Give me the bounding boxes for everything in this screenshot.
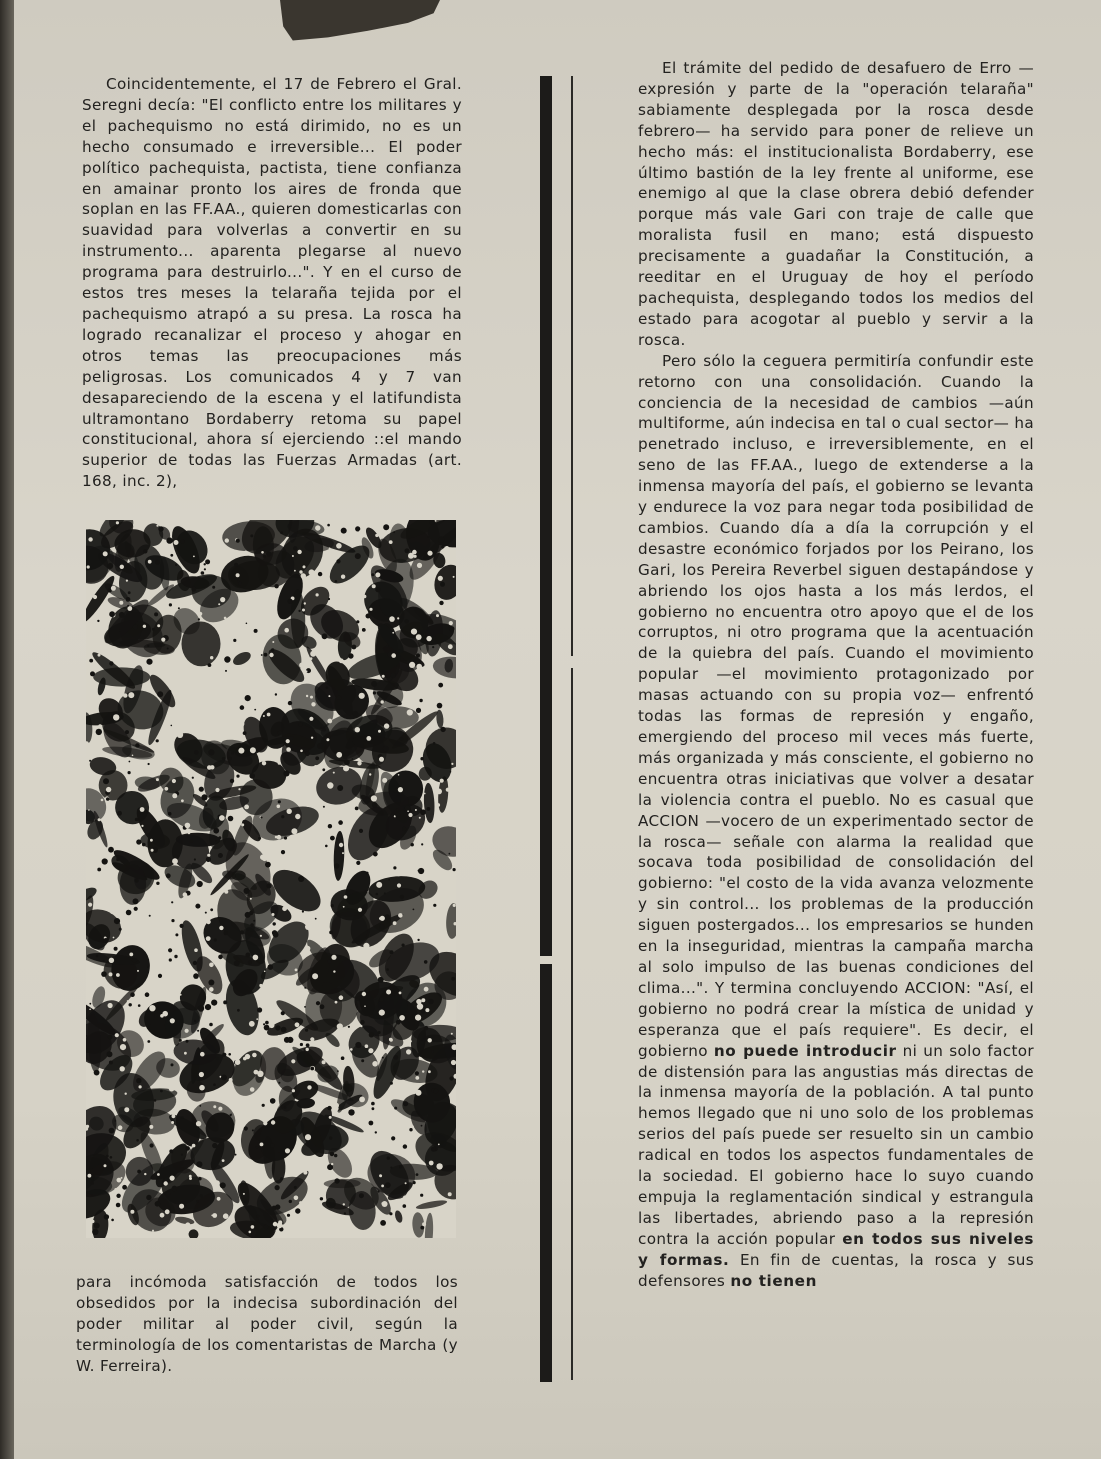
halftone-crowd-photo [86,520,456,1238]
page-edge-shadow [0,0,14,1459]
column-rule-thick [540,964,552,1382]
column-rule-thin [571,76,573,656]
bold-phrase-2: en todos sus niveles y formas. [638,1229,1034,1269]
column-rule-thick [540,76,552,956]
left-column-text [82,74,462,492]
bold-phrase-3: no tienen [730,1271,817,1290]
bold-phrase-1: no puede introducir [713,1041,897,1060]
right-paragraph-2-part-a: Pero sólo la ceguera permitiría confundir este retorno con una consolidación. Cuando la conciencia de la necesidad de cambios —aún multiforme, aún indecisa en tal o cual sector— ha penetrado incluso, e irreversiblemente, en el seno de las FF.AA., luego de extenderse a la inmensa mayoría del país, el gobierno se levanta y endurece la voz para negar toda posibilidad de cambios. Cuando día a día la corrupción y el desastre económico forjados por los Peirano, los Gari, los Pereira Reverbel siguen destapándose y abriendo los ojos hasta a los más lerdos, el gobierno no encuentra otro apoyo que el de los corruptos, ni otro programa que la acentuación de la quiebra del país. Cuando el movimiento popular —el movimiento protagonizado por masas actuando con su propia voz— enfrentó todas las formas de represión y engaño, emergiendo del proceso mil veces más fuerte, más organizada y más consciente, el gobierno no encuentra otras iniciativas que volver a desatar la violencia contra el pueblo. No es casual que ACCION —vocero de un experimentado sector de la rosca— señale con alarma la realidad que socava toda posibilidad de consolidación del gobierno: "el costo de la vida avanza velozmente y sin control... los problemas de la producción siguen postergados... los empresarios se hunden en la inseguridad, mientras la campaña marcha al solo impulso de las buenas condiciones del clima...". Y termina concluyendo ACCION: "Así, el gobierno no podrá crear la mística de unidad y esperanza que el país requiere". Es decir, el gobierno [638,351,1034,1060]
right-column-text [638,58,1034,1291]
right-paragraph-2 [638,351,1034,1292]
right-paragraph-2-part-b: ni un solo factor de distensión para las angustias más directas de la inmensa mayoría de la población. A tal punto hemos llegado que ni uno solo de los problemas serios del país puede ser resuelto sin un cambio radical en todos los aspectos fundamentales de la sociedad. El gobierno hace lo suyo cuando empuja la reglamentación sindical y estrangula las libertades, abriendo paso a la represión contra la acción popular [638,1041,1034,1248]
photo-image [86,520,456,1238]
left-top-paragraph: Coincidentemente, el 17 de Febrero el Gral. Seregni decía: "El conflicto entre los militares y el pachequismo no está dirimido, no es un hecho consumado e irreversible... El poder político pachequista, pactista, tiene confianza en amainar pronto los aires de fronda que soplan en las FF.AA., quieren domesticarlas con suavidad para volverlas a convertir en su instrumento... aparenta plegarse al nuevo programa para destruirlo...". Y en el curso de estos tres meses la telaraña tejida por el pachequismo atrapó a su presa. La rosca ha logrado recanalizar el proceso y ahogar en otros temas las preocupaciones más peligrosas. Los comunicados 4 y 7 van desapareciendo de la escena y el latifundista ultramontano Bordaberry retoma su papel constitucional, ahora sí ejerciendo ::el mando superior de todas las Fuerzas Armadas (art. 168, inc. 2), [82,75,462,491]
left-bottom-text [76,1272,458,1377]
right-paragraph-1: El trámite del pedido de desafuero de Erro —expresión y parte de la "operación telaraña" sabiamente desplegada por la rosca desde febrero— ha servido para poner de relieve un hecho más: el institucionalista Bordaberry, ese último bastión de la ley frente al uniforme, ese enemigo al que la clase obrera debió defender porque más vale Gari con traje de calle que moralista fusil en mano; está dispuesto precisamente a guadañar la Constitución, a reeditar en el Uruguay de hoy el período pachequista, desplegando todos los medios del estado para acogotar al pueblo y servir a la rosca. [638,59,1034,349]
right-paragraph-2-part-c: En fin de cuentas, la rosca y sus defensores [638,1250,1034,1290]
column-rule-thin [571,668,573,1380]
left-bottom-paragraph: para incómoda satisfacción de todos los obsedidos por la indecisa subordinación del poder militar al poder civil, según la terminología de los comentaristas de Marcha (y W. Ferreira). [76,1273,458,1375]
